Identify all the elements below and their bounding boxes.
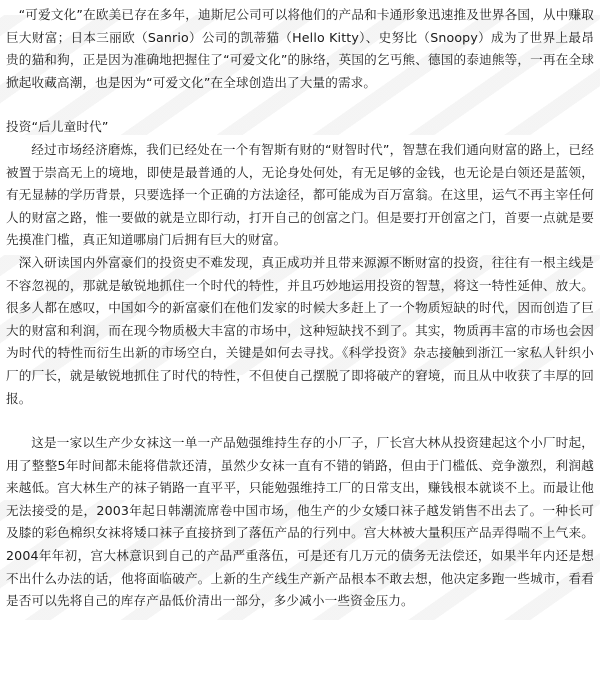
section-heading: 投资“后儿童时代”	[6, 119, 109, 135]
paragraph-gap	[6, 94, 594, 116]
paragraph-gap	[6, 410, 594, 432]
paragraph-wealth-era: 经过市场经济磨炼，我们已经处在一个有智斯有财的“财智时代”，智慧在我们通向财富的路上，已经被置于崇高无上的境地，即使是最普通的人，无论身处何处，有无足够的金钱，也无论是白领还是蓝领，有无显赫的学历背景，只要选择一个正确的方法途径，都可能成为百万富翁。在这里，运气不再主宰任何人的财富之路，惟一要做的就是立即行动，打开自己的创富之门。但是要打开创富之门，首要一点就是要先摸准门槛，真正知道哪扇门后拥有巨大的财富。	[6, 141, 594, 248]
paragraph-investment-history: 深入研读国内外富豪们的投资史不难发现，真正成功并且带来源源不断财富的投资，往往有一根主线是不容忽视的，那就是敏锐地抓住一个时代的特性，并且巧妙地运用投资的智慧，将这一特性延伸、放大。很多人都在感叹，中国如今的新富豪们在他们发家的时候大多赶上了一个物质短缺的时代，因而创造了巨大的财富和利润，而在现今物质极大丰富的市场中，这种短缺找不到了。其实，物质再丰富的市场也会因为时代的特性而衍生出新的市场空白，关键是如何去寻找。《科学投资》杂志接触到浙江一家私人针织小厂的厂长，就是敏锐地抓住了时代的特性，不但使自己摆脱了即将破产的窘境，而且从中收获了丰厚的回报。	[6, 254, 594, 406]
article-body	[6, 4, 594, 613]
paragraph-cute-culture: “可爱文化”在欧美已存在多年，迪斯尼公司可以将他们的产品和卡通形象迅速推及世界各国，从中赚取巨大财富；日本三丽欧（Sanrio）公司的凯蒂猫（Hello Kitty）、史努比（Snoopy）成为了世界上最昂贵的猫和狗，正是因为准确地把握住了“可爱文化”的脉络，英国的乞丐熊、德国的泰迪熊等，一再在全球掀起收藏高潮，也是因为“可爱文化”在全球创造出了大量的需求。	[6, 7, 594, 90]
paragraph-factory-story: 这是一家以生产少女袜这一单一产品勉强维持生存的小厂子，厂长宫大林从投资建起这个小厂时起，用了整整5年时间都未能将借款还清，虽然少女袜一直有不错的销路，但由于门槛低、竞争激烈，利润越来越低。宫大林生产的袜子销路一直平平，只能勉强维持工厂的日常支出，赚钱根本就谈不上。而最让他无法接受的是，2003年起日韩潮流席卷中国市场，他生产的少女矮口袜子越发销售不出去了。一种长可及膝的彩色棉织女袜将矮口袜子直接挤到了落伍产品的行列中。宫大林被大量积压产品弄得喘不上气来。2004年年初，宫大林意识到自己的产品严重落伍，可是还有几万元的债务无法偿还，如果半年内还是想不出什么办法的话，他将面临破产。上新的生产线生产新产品根本不敢去想，他决定多跑一些城市，看看是否可以先将自己的库存产品低价清出一部分，多少减小一些资金压力。	[6, 435, 594, 609]
